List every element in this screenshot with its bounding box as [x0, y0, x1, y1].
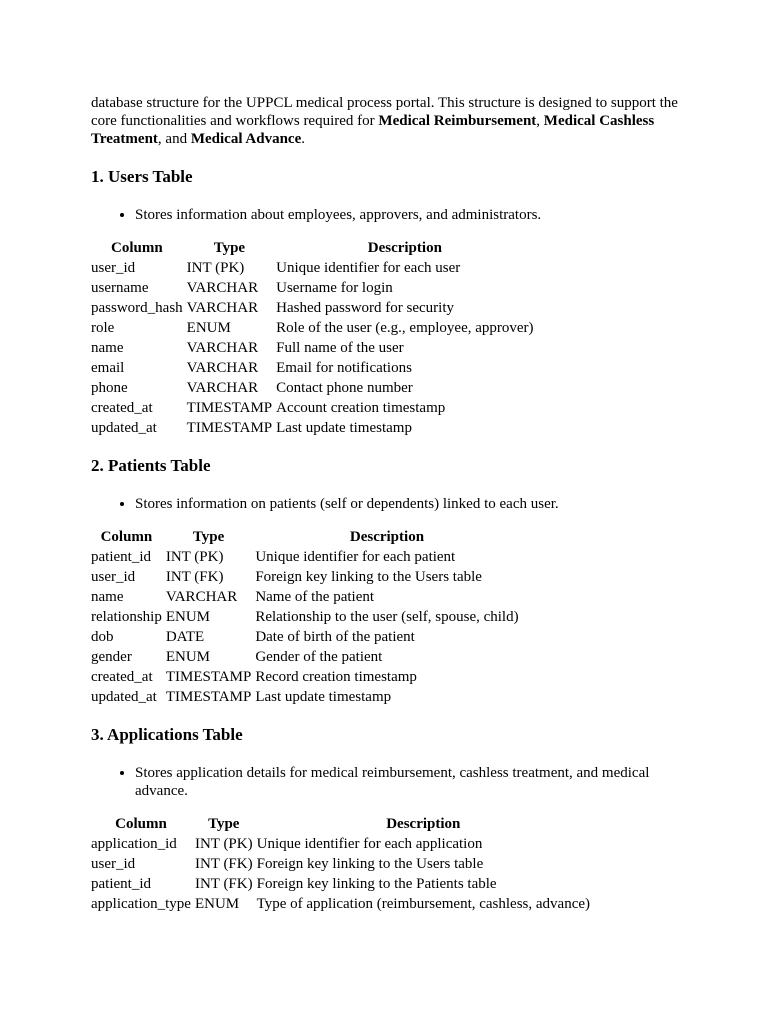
table-cell: Foreign key linking to the Patients table — [256, 876, 497, 892]
table-row — [91, 298, 538, 318]
column-header: Type — [208, 816, 240, 832]
column-header: Type — [192, 529, 225, 545]
column-header: Column — [100, 529, 153, 545]
intro-bold-advance: Medical Advance — [190, 131, 302, 147]
section-bullets — [91, 206, 681, 224]
table-cell: Relationship to the user (self, spouse, child) — [255, 609, 519, 625]
intro-separator: , — [536, 113, 544, 129]
applications-table — [91, 814, 594, 914]
table-cell: Gender of the patient — [255, 649, 383, 665]
table-row — [91, 854, 594, 874]
table-row — [91, 627, 523, 647]
table-cell: Last update timestamp — [276, 420, 412, 436]
table-cell: Hashed password for security — [276, 300, 455, 316]
table-cell: VARCHAR — [186, 280, 259, 296]
table-cell: role — [91, 320, 115, 336]
table-cell: TIMESTAMP — [186, 400, 273, 416]
bullet-item: • Stores information on patients (self or dependents) linked to each user. — [135, 495, 681, 513]
table-header-row — [91, 238, 538, 258]
table-row — [91, 587, 523, 607]
table-cell: DATE — [165, 629, 205, 645]
column-header: Description — [349, 529, 425, 545]
table-cell: created_at — [91, 669, 153, 685]
table-cell: TIMESTAMP — [165, 669, 252, 685]
table-cell: INT (FK) — [194, 876, 253, 892]
table-cell: relationship — [91, 609, 162, 625]
table-row — [91, 687, 523, 707]
table-cell: Username for login — [276, 280, 393, 296]
table-cell: VARCHAR — [186, 300, 259, 316]
table-cell: ENUM — [165, 609, 210, 625]
table-cell: Contact phone number — [276, 380, 413, 396]
section-bullets — [91, 764, 681, 800]
table-cell: Name of the patient — [255, 589, 375, 605]
table-cell: VARCHAR — [186, 340, 259, 356]
table-cell: Full name of the user — [276, 340, 404, 356]
table-cell: Account creation timestamp — [276, 400, 446, 416]
section-bullets — [91, 495, 681, 513]
table-cell: Foreign key linking to the Users table — [256, 856, 484, 872]
section-heading-applications: 3. Applications Table — [91, 725, 243, 744]
table-cell: Date of birth of the patient — [255, 629, 415, 645]
table-cell: application_id — [91, 836, 177, 852]
table-row — [91, 607, 523, 627]
bullet-item: • Stores application details for medical reimbursement, cashless treatment, and medical advance. — [135, 764, 681, 800]
table-cell: Email for notifications — [276, 360, 412, 376]
table-row — [91, 894, 594, 914]
table-row — [91, 667, 523, 687]
section-heading-users: 1. Users Table — [91, 167, 193, 186]
table-row — [91, 378, 538, 398]
bullet-item: • Stores information about employees, approvers, and administrators. — [135, 206, 681, 224]
table-cell: Unique identifier for each user — [276, 260, 461, 276]
table-row — [91, 398, 538, 418]
intro-bold-cashless: Medical Cashless Treatment — [91, 113, 655, 147]
table-row — [91, 338, 538, 358]
table-cell: ENUM — [165, 649, 210, 665]
table-header-row — [91, 814, 594, 834]
table-cell: Role of the user (e.g., employee, approver) — [276, 320, 534, 336]
table-header-row — [91, 527, 523, 547]
column-header: Column — [115, 816, 167, 832]
intro-bold-reimbursement: Medical Reimbursement — [378, 113, 537, 129]
table-cell: application_type — [91, 896, 191, 912]
table-cell: TIMESTAMP — [186, 420, 273, 436]
table-cell: patient_id — [91, 876, 151, 892]
table-cell: VARCHAR — [186, 380, 259, 396]
table-cell: gender — [91, 649, 132, 665]
column-header: Column — [110, 240, 163, 256]
intro-paragraph — [91, 94, 681, 148]
intro-text: database structure for the UPPCL medical process portal. This structure is designed to support the core functionalities and workflows required for — [91, 95, 678, 129]
column-header: Type — [213, 240, 246, 256]
table-cell: Last update timestamp — [255, 689, 392, 705]
table-cell: created_at — [91, 400, 153, 416]
table-row — [91, 278, 538, 298]
table-cell: INT (FK) — [165, 569, 224, 585]
column-header: Description — [367, 240, 442, 256]
table-cell: Unique identifier for each application — [256, 836, 483, 852]
table-cell: updated_at — [91, 689, 157, 705]
table-row — [91, 834, 594, 854]
table-row — [91, 318, 538, 338]
table-cell: dob — [91, 629, 114, 645]
document-page — [91, 94, 681, 914]
table-cell: Record creation timestamp — [255, 669, 417, 685]
table-cell: patient_id — [91, 549, 151, 565]
table-cell: ENUM — [194, 896, 240, 912]
table-cell: INT (PK) — [165, 549, 224, 565]
table-cell: phone — [91, 380, 128, 396]
table-cell: Unique identifier for each patient — [255, 549, 456, 565]
table-cell: INT (PK) — [194, 836, 253, 852]
table-cell: INT (FK) — [194, 856, 253, 872]
table-cell: name — [91, 340, 124, 356]
table-cell: VARCHAR — [165, 589, 238, 605]
table-row — [91, 258, 538, 278]
table-cell: user_id — [91, 260, 136, 276]
table-row — [91, 567, 523, 587]
table-cell: password_hash — [91, 300, 183, 316]
table-cell: INT (PK) — [186, 260, 245, 276]
table-cell: user_id — [91, 856, 136, 872]
table-cell: TIMESTAMP — [165, 689, 252, 705]
intro-separator: , and — [157, 131, 191, 147]
table-cell: user_id — [91, 569, 136, 585]
table-cell: VARCHAR — [186, 360, 259, 376]
patients-table — [91, 527, 523, 707]
users-table — [91, 238, 538, 438]
table-row — [91, 547, 523, 567]
table-cell: Type of application (reimbursement, cashless, advance) — [256, 896, 591, 912]
table-row — [91, 358, 538, 378]
table-cell: email — [91, 360, 125, 376]
section-heading-patients: 2. Patients Table — [91, 456, 211, 475]
table-cell: updated_at — [91, 420, 157, 436]
column-header: Description — [386, 816, 461, 832]
table-cell: Foreign key linking to the Users table — [255, 569, 482, 585]
table-row — [91, 874, 594, 894]
table-row — [91, 647, 523, 667]
table-cell: username — [91, 280, 149, 296]
table-cell: name — [91, 589, 124, 605]
table-row — [91, 418, 538, 438]
intro-end: . — [301, 131, 305, 147]
table-cell: ENUM — [186, 320, 231, 336]
